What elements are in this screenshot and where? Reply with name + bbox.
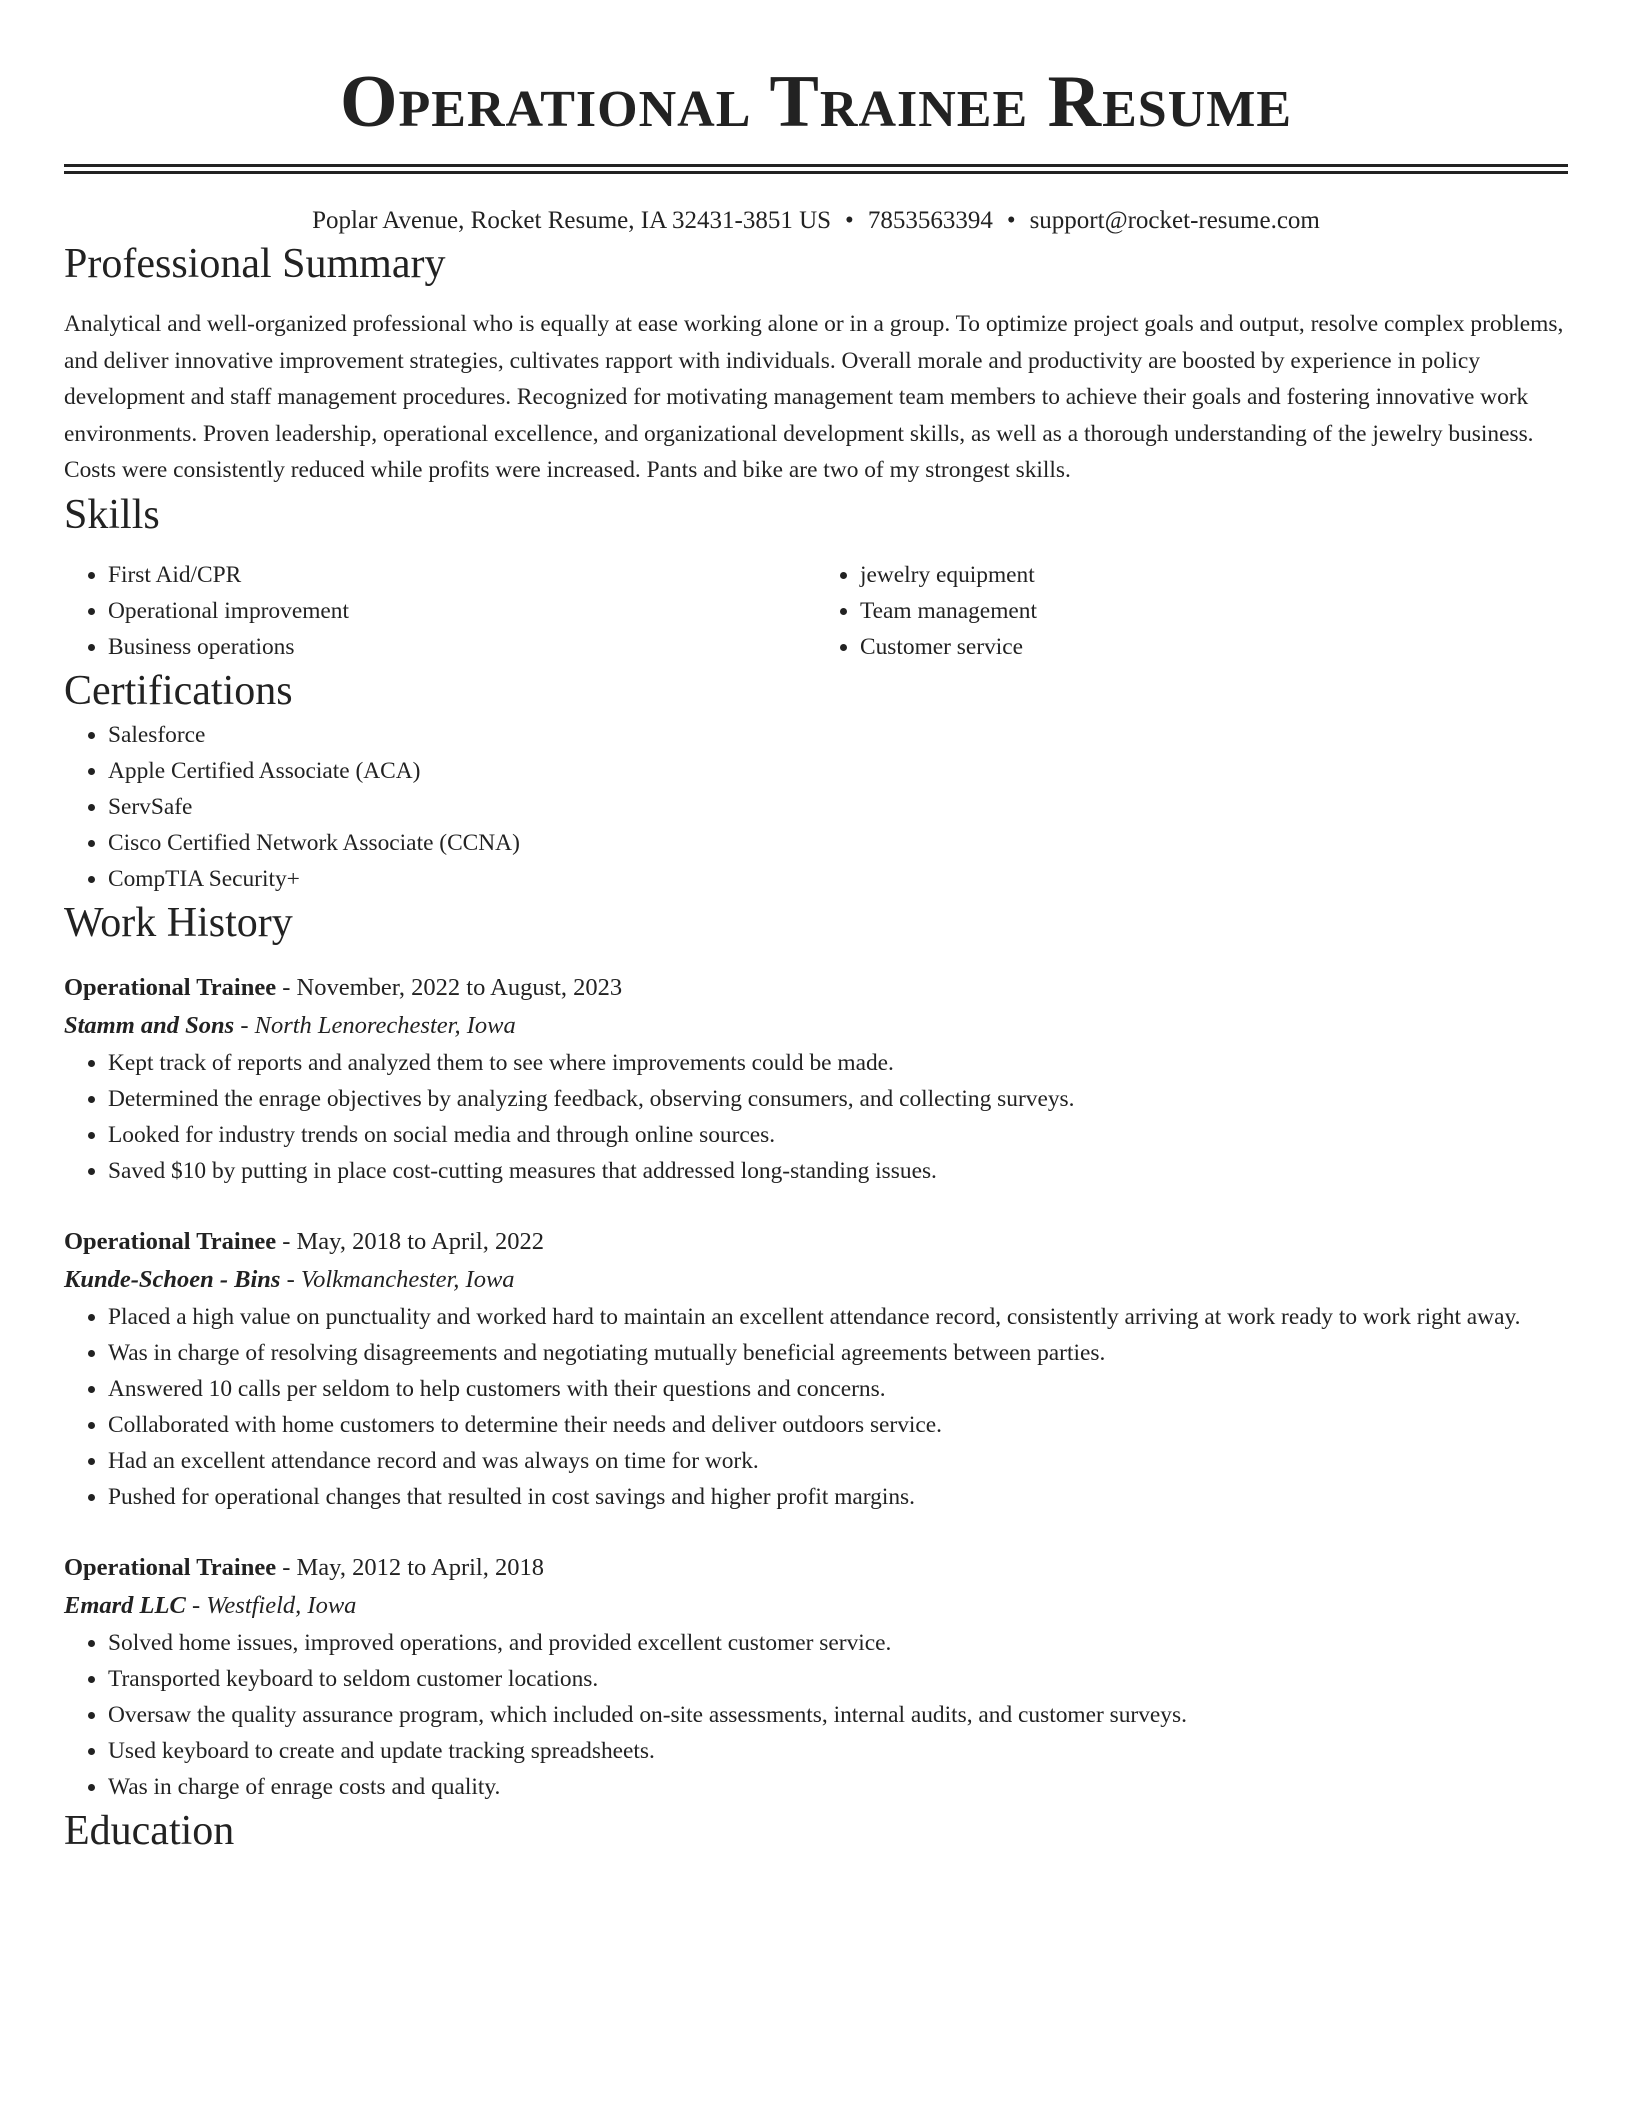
job-duty: • Placed a high value on punctuality and worked hard to maintain an excellent attendance record, consistently arriving at work ready to work right away. (108, 1299, 1568, 1335)
job-dates: - November, 2022 to August, 2023 (276, 973, 623, 1001)
job-duty: • Collaborated with home customers to determine their needs and deliver outdoors service. (108, 1407, 1568, 1443)
job-title-line (64, 1223, 1568, 1261)
job-duty: • Was in charge of resolving disagreements and negotiating mutually beneficial agreements between parties. (108, 1335, 1568, 1371)
contact-separator: • (1006, 207, 1016, 234)
job-duty: • Pushed for operational changes that resulted in cost savings and higher profit margins. (108, 1479, 1568, 1515)
job-company: Kunde-Schoen - Bins (64, 1265, 281, 1293)
education-heading: Education (64, 1807, 235, 1854)
job-entry (64, 1223, 1568, 1515)
resume-title: Operational Trainee Resume (339, 61, 1293, 143)
job-duty: • Answered 10 calls per seldom to help customers with their questions and concerns. (108, 1371, 1568, 1407)
job-duty: • Transported keyboard to seldom customer locations. (108, 1661, 1568, 1697)
job-location: - North Lenorechester, Iowa (234, 1011, 516, 1039)
job-duties-list (64, 1045, 1568, 1189)
job-duty: • Determined the enrage objectives by analyzing feedback, observing consumers, and collecting surveys. (108, 1081, 1568, 1117)
summary-text: Analytical and well-organized professional who is equally at ease working alone or in a group. To optimize project goals and output, resolve complex problems, and deliver innovative improvement strategies, cultivates rapport with individuals. Overall morale and productivity are boosted by experience in policy development and staff management procedures. Recognized for motivating management team members to achieve their goals and fostering innovative work environments. Proven leadership, operational excellence, and organizational development skills, as well as a thorough understanding of the jewelry business. Costs were consistently reduced while profits were increased. Pants and bike are two of my strongest skills. (64, 311, 1564, 483)
skill-item: • Operational improvement (108, 593, 816, 629)
job-company: Emard LLC (64, 1591, 186, 1619)
job-location: - Westfield, Iowa (185, 1591, 357, 1619)
certification-item: • Cisco Certified Network Associate (CCNA) (108, 825, 1568, 861)
job-title: Operational Trainee (64, 1553, 277, 1581)
job-duty: • Oversaw the quality assurance program, which included on-site assessments, internal audits, and customer surveys. (108, 1697, 1568, 1733)
job-company: Stamm and Sons (64, 1011, 235, 1039)
skill-item: • Business operations (108, 629, 816, 665)
job-company-line (64, 1261, 1568, 1299)
job-duty: • Kept track of reports and analyzed them to see where improvements could be made. (108, 1045, 1568, 1081)
contact-separator: • (845, 207, 854, 234)
skills-grid (64, 557, 1568, 665)
job-company-line (64, 1007, 1568, 1045)
job-company-line (64, 1587, 1568, 1625)
job-duties-list (64, 1299, 1568, 1515)
job-duty: • Had an excellent attendance record and was always on time for work. (108, 1443, 1568, 1479)
certification-item: • CompTIA Security+ (108, 861, 1568, 897)
skill-item: • First Aid/CPR (108, 557, 816, 593)
job-title-line (64, 969, 1568, 1007)
certifications-list (64, 717, 1568, 897)
skills-list-left (64, 557, 816, 665)
job-dates: - May, 2012 to April, 2018 (276, 1553, 544, 1581)
skill-item: • Customer service (860, 629, 1568, 665)
skill-item: • jewelry equipment (860, 557, 1568, 593)
job-title: Operational Trainee (64, 1227, 277, 1255)
skills-list-right (816, 557, 1568, 665)
job-entry (64, 1549, 1568, 1805)
certification-item: • ServSafe (108, 789, 1568, 825)
contact-address: Poplar Avenue, Rocket Resume, IA 32431-3851 US (312, 207, 832, 234)
work-history-heading: Work History (64, 899, 293, 946)
job-duty: • Used keyboard to create and update tracking spreadsheets. (108, 1733, 1568, 1769)
certifications-heading: Certifications (64, 667, 293, 714)
resume-page (64, 0, 1568, 1857)
certification-item: • Salesforce (108, 717, 1568, 753)
job-entry (64, 969, 1568, 1189)
skill-item: • Team management (860, 593, 1568, 629)
summary-heading: Professional Summary (64, 241, 446, 287)
job-duty: • Saved $10 by putting in place cost-cutting measures that addressed long-standing issues. (108, 1153, 1568, 1189)
certification-item: • Apple Certified Associate (ACA) (108, 753, 1568, 789)
job-title: Operational Trainee (64, 973, 277, 1001)
job-title-line (64, 1549, 1568, 1587)
skills-heading: Skills (64, 491, 160, 538)
job-duty: • Looked for industry trends on social media and through online sources. (108, 1117, 1568, 1153)
contact-line (64, 204, 1568, 238)
job-duty: • Solved home issues, improved operations, and provided excellent customer service. (108, 1625, 1568, 1661)
contact-phone[interactable]: 7853563394 (867, 207, 993, 234)
contact-email[interactable]: support@rocket-resume.com (1029, 207, 1320, 234)
job-duty: • Was in charge of enrage costs and quality. (108, 1769, 1568, 1805)
job-duties-list (64, 1625, 1568, 1805)
job-dates: - May, 2018 to April, 2022 (276, 1227, 544, 1255)
job-location: - Volkmanchester, Iowa (280, 1265, 515, 1293)
title-double-rule (64, 164, 1568, 174)
